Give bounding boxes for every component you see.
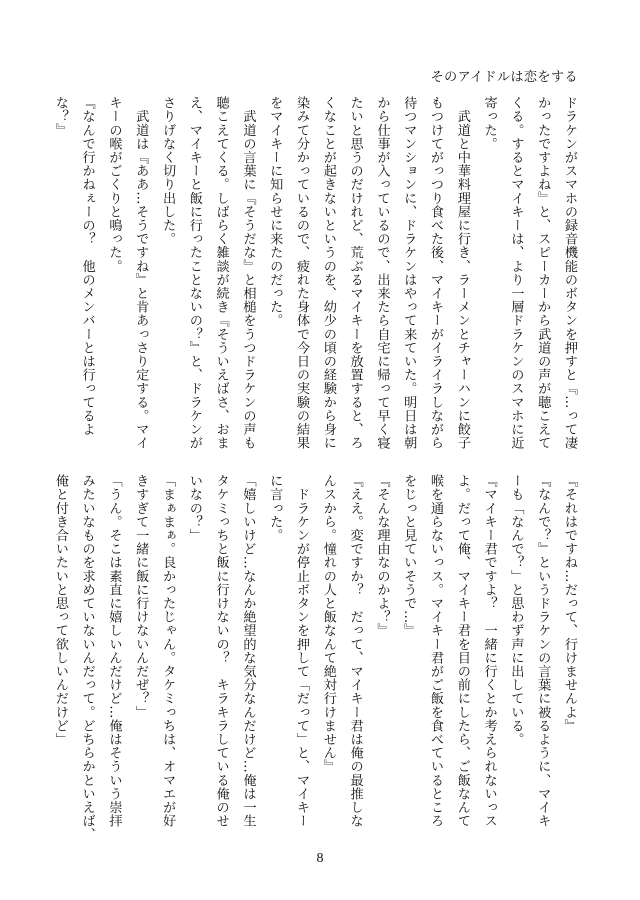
text-line: ーも「なんで？」と思わず声に出している。 [508,474,524,746]
text-line: いなの？」 [186,474,202,542]
text-line: 聴こえてくる。しばらく雑談が続き『そういえばさ、おま [213,96,229,450]
text-line: 武道の言葉に『そうだな』と相槌をうつドラケンの声も [240,96,256,450]
text-line: ドラケンが停止ボタンを押して「だって」と、マイキー [294,474,310,828]
text-line: キーの喉がごくりと鳴った。 [106,96,122,273]
page-number: 8 [316,851,324,866]
text-line: 「嬉しいけど…なんか絶望的な気分なんだけど…俺は一生 [240,474,256,828]
text-line: な？』 [52,96,68,137]
text-line: たいと思うのだけれど、荒ぶるマイキーを放置すると、ろ [347,96,363,450]
text-line: 武道は『ああ…そうですね』と肯あっさり定する。マイ [133,96,149,450]
text-line: 『なんで行かねぇーの？ 他のメンバーとは行ってるよ [79,96,95,436]
text-line: をじっと見ていそうで…』 [401,474,417,638]
text-line: かったですよね』と、スピーカーから武道の声が聴こえて [535,96,551,450]
text-line: くなことが起きないというのを、幼少の頃の経験から身に [320,96,336,450]
text-line: んスから。憧れの人と飯なんて絶対行けません』 [320,474,336,774]
text-line: きすぎて一緒に飯に行けないんだぜ？」 [133,474,149,719]
text-line: みたいなものを求めていないんだって。どちらかといえば、 [79,474,95,842]
text-line: 「うん。そこは素直に嬉しいんだけど…俺はそういう崇拝 [106,474,122,828]
text-line: え、マイキーと飯に行ったことないの？』と、ドラケンが [186,96,202,450]
text-line: タケミっちと飯に行けないの？ キラキラしている俺のせ [213,474,229,828]
text-line: に言った。 [267,474,283,542]
text-line: 『ええ。変ですか？ だって、マイキー君は俺の最推しな [347,474,363,828]
text-line: もつけてがっつり食べた後、マイキーがイライラしながら [428,96,444,450]
text-line: 寄った。 [481,96,497,151]
text-line: 俺と付き合いたいと思って欲しいんだけど」 [52,474,68,746]
text-line: をマイキーに知らせに来たのだった。 [267,96,283,328]
text-line: くる。するとマイキーは、より一層ドラケンのスマホに近 [508,96,524,450]
text-line: 武道と中華料理屋に行き、ラーメンとチャーハンに餃子 [454,96,470,450]
text-line: 『そんな理由なのかよ？』 [374,474,390,638]
text-line: 待つマンションに、ドラケンはやって来ていた。明日は朝 [401,96,417,450]
text-column-bottom [52,474,582,842]
running-header-title: そのアイドルは恋をする [430,70,578,85]
text-line: 『なんで？』というドラケンの言葉に被るように、マイキ [535,474,551,828]
text-line: さりげなく切り出した。 [160,96,176,246]
text-line: 「まぁまぁ。良かったじゃん。タケミっちは、オマエが好 [160,474,176,828]
text-column-top [52,96,582,456]
text-line: 『マイキー君ですよ？ 一緒に行くとか考えられないっス [481,474,497,828]
text-line: ドラケンがスマホの録音機能のボタンを押すと『…って凄 [562,96,577,450]
text-line: から仕事が入っているので、出来たら自宅に帰って早く寝 [374,96,390,450]
text-line: よ。だって俺、マイキー君を目の前にしたら、ご飯なんて [454,474,470,828]
text-line: 喉を通らないっス。マイキー君がご飯を食べているところ [428,474,444,828]
text-line: 染みて分かっているので、疲れた身体で今日の実験の結果 [294,96,310,450]
text-line: 『それはですね…だって、行けませんよ』 [562,474,577,733]
